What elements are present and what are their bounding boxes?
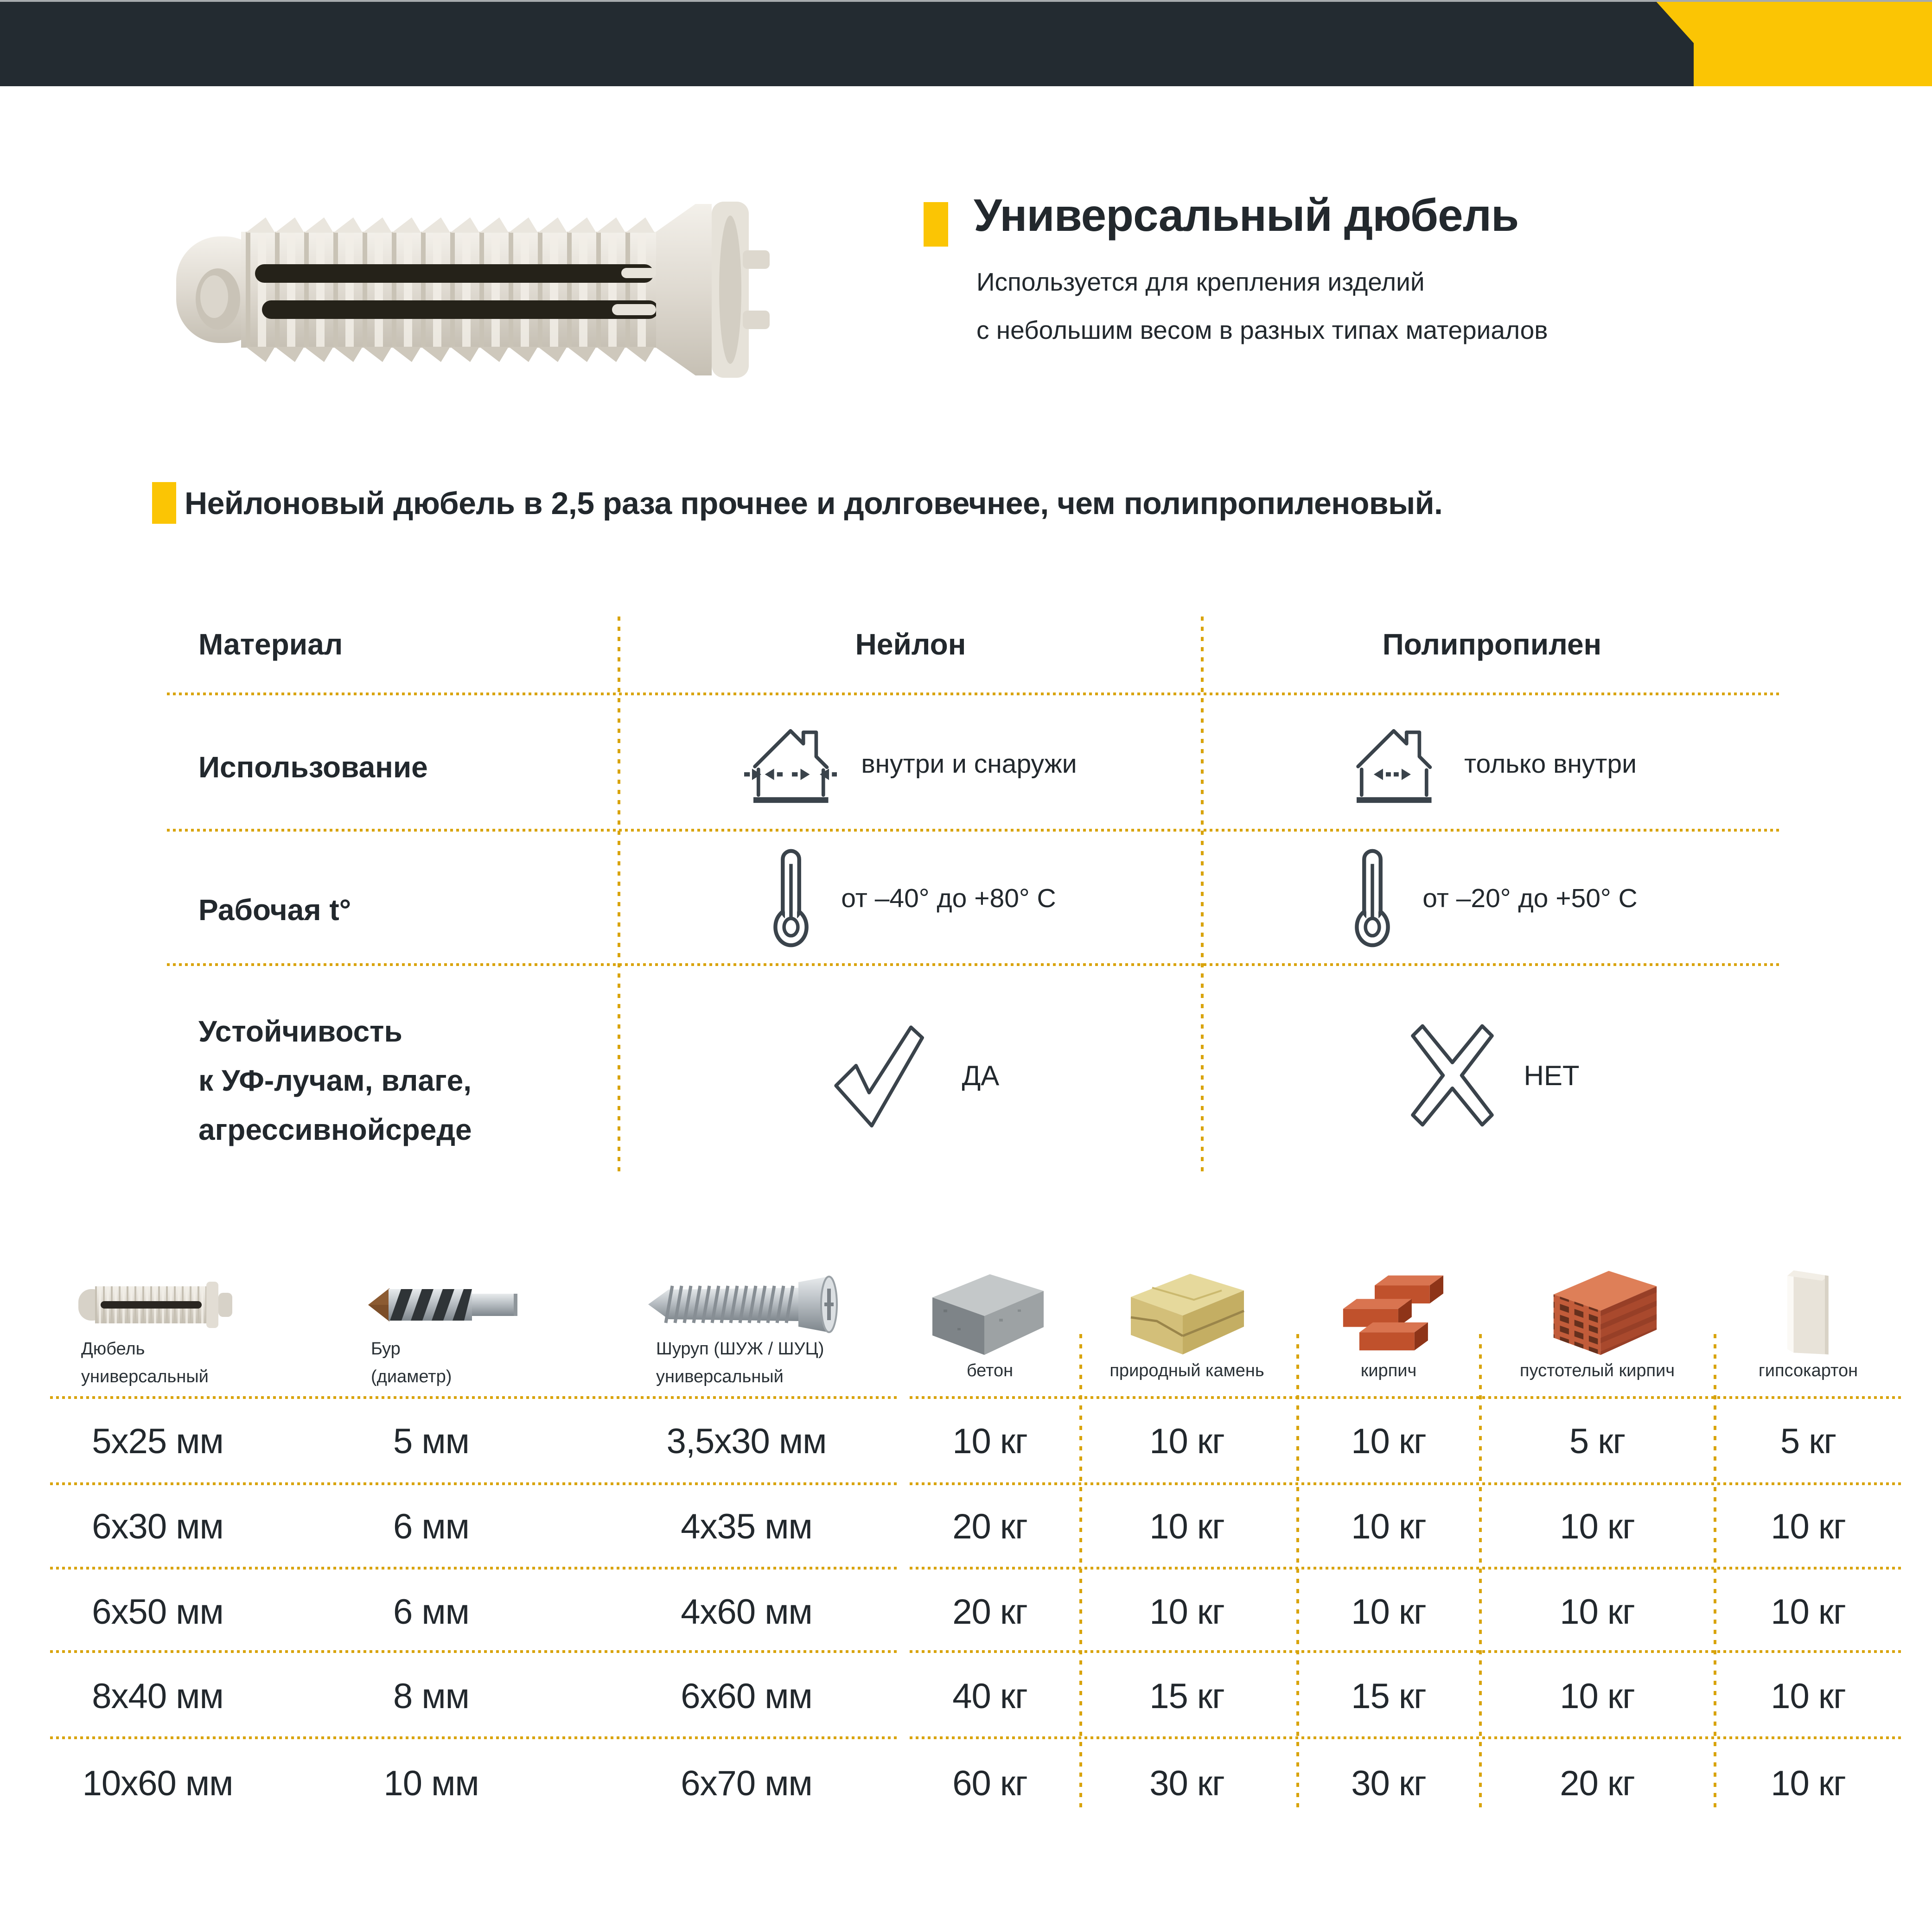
spec-cell: 6x30 мм [92,1507,223,1546]
page-subtitle [976,258,1811,354]
spec-cell: 10x60 мм [82,1764,233,1803]
spec-cell: 10 мм [383,1764,479,1803]
spec-cell: 10 кг [1560,1677,1635,1716]
cell-temperature-polypropylene [1204,837,1780,960]
col-header-drill [371,1335,649,1391]
spec-cell: 10 кг [1149,1422,1224,1461]
resistance-label-line-3: агрессивнойсреде [198,1113,472,1146]
compare-col-nylon: Нейлон [855,628,966,661]
col-header-screw [656,1335,934,1391]
spec-cell: 30 кг [1351,1764,1426,1803]
compare-col-polypropylene: Полипропилен [1382,628,1602,661]
resistance-nylon-text: ДА [962,1060,1000,1091]
spec-cell: 10 кг [1771,1764,1846,1803]
spec-cell: 10 кг [1149,1507,1224,1546]
statement-accent-marker [152,482,176,524]
concrete-block-icon [925,1268,1050,1356]
col-header-dowel-line2: универсальный [81,1367,209,1386]
spec-cell: 5x25 мм [92,1422,223,1461]
spec-cell: 4x60 мм [681,1592,812,1632]
compare-col-material: Материал [198,628,343,661]
dashed-divider-horizontal [167,963,1780,966]
resistance-poly-text: НЕТ [1524,1060,1580,1091]
page-title: Универсальный дюбель [974,190,1519,241]
temperature-nylon-text: от –40° до +80° С [841,883,1056,913]
col-header-dowel-line1: Дюбель [81,1339,145,1359]
drywall-icon [1775,1266,1837,1357]
spec-cell: 10 кг [1351,1507,1426,1546]
spec-cell: 5 кг [1780,1422,1836,1461]
col-header-hollow-brick: пустотелый кирпич [1519,1361,1675,1380]
spec-cell: 6 мм [393,1507,469,1546]
natural-stone-icon [1124,1266,1250,1355]
spec-cell: 10 кг [1351,1422,1426,1461]
col-header-screw-line1: Шуруп (ШУЖ / ШУЦ) [656,1339,824,1359]
dashed-divider-horizontal [50,1736,898,1739]
cell-usage-nylon [620,702,1201,825]
spec-cell: 20 кг [952,1592,1027,1632]
screw-icon [644,1276,848,1334]
dashed-divider-horizontal [910,1736,1902,1739]
dashed-divider-horizontal [910,1567,1902,1570]
spec-cell: 5 мм [393,1422,469,1461]
hollow-brick-icon [1544,1266,1664,1357]
spec-cell: 4x35 мм [681,1507,812,1546]
spec-cell: 8x40 мм [92,1677,223,1716]
check-icon [822,1021,938,1130]
spec-cell: 15 кг [1351,1677,1426,1716]
spec-cell: 10 кг [1149,1592,1224,1632]
row-label-usage: Использование [198,750,428,784]
resistance-label-line-2: к УФ-лучам, влаге, [198,1064,472,1097]
dashed-divider-vertical [1079,1334,1082,1808]
dashed-divider-horizontal [910,1396,1902,1399]
spec-cell: 5 кг [1569,1422,1626,1461]
spec-cell: 8 мм [393,1677,469,1716]
top-bar-yellow-corner [1623,0,1932,86]
col-header-screw-line2: универсальный [656,1367,784,1386]
dashed-divider-vertical [1296,1334,1299,1808]
spec-cell: 15 кг [1149,1677,1224,1716]
spec-cell: 60 кг [952,1764,1027,1803]
temperature-poly-text: от –20° до +50° С [1422,883,1638,913]
usage-poly-text: только внутри [1464,749,1637,779]
spec-cell: 10 кг [1351,1592,1426,1632]
spec-cell: 30 кг [1149,1764,1224,1803]
dashed-divider-horizontal [50,1482,898,1485]
spec-cell: 6x70 мм [681,1764,812,1803]
spec-cell: 10 кг [1771,1507,1846,1546]
thermometer-icon [1346,848,1398,948]
dashed-divider-horizontal [910,1650,1902,1653]
col-header-dowel [81,1335,359,1391]
subtitle-line-1: Используется для крепления изделий [976,267,1425,296]
house-in-out-icon [744,721,837,807]
spec-cell: 6x50 мм [92,1592,223,1632]
spec-cell: 10 кг [1771,1592,1846,1632]
spec-cell: 6x60 мм [681,1677,812,1716]
resistance-label-line-1: Устойчивость [198,1015,402,1048]
dashed-divider-horizontal [50,1567,898,1570]
col-header-stone: природный камень [1109,1361,1264,1380]
dashed-divider-horizontal [50,1650,898,1653]
cell-resistance-polypropylene [1204,1004,1780,1147]
col-header-drill-line2: (диаметр) [371,1367,452,1386]
dashed-divider-vertical [1714,1334,1716,1808]
spec-cell: 20 кг [952,1507,1027,1546]
cell-usage-polypropylene [1204,702,1780,825]
dashed-divider-horizontal [910,1482,1902,1485]
house-in-icon [1347,721,1440,807]
spec-cell: 3,5x30 мм [666,1422,827,1461]
spec-cell: 10 кг [1560,1507,1635,1546]
spec-cell: 10 кг [1771,1677,1846,1716]
thermometer-icon [765,848,817,948]
cross-icon [1405,1020,1500,1131]
cell-temperature-nylon [620,837,1201,960]
row-label-temperature: Рабочая t° [198,893,351,927]
brick-icon [1332,1269,1452,1355]
usage-nylon-text: внутри и снаружи [861,749,1077,779]
dashed-divider-horizontal [167,829,1780,832]
spec-cell: 40 кг [952,1677,1027,1716]
spec-cell: 20 кг [1560,1764,1635,1803]
drill-bit-icon [366,1282,519,1328]
dowel-icon [77,1282,234,1328]
row-label-resistance [198,1007,616,1154]
statement-text: Нейлоновый дюбель в 2,5 раза прочнее и долговечнее, чем полипропиленовый. [185,486,1443,521]
col-header-concrete: бетон [966,1361,1014,1380]
spec-cell: 6 мм [393,1592,469,1632]
product-dowel-image [158,183,788,396]
spec-cell: 10 кг [952,1422,1027,1461]
dashed-divider-vertical [1479,1334,1482,1808]
subtitle-line-2: с небольшим весом в разных типах материалов [976,316,1548,344]
dashed-divider-horizontal [50,1396,898,1399]
title-accent-marker [924,202,948,247]
col-header-brick: кирпич [1360,1361,1417,1380]
col-header-drywall: гипсокартон [1758,1361,1858,1380]
spec-cell: 10 кг [1560,1592,1635,1632]
cell-resistance-nylon [620,1004,1201,1147]
col-header-drill-line1: Бур [371,1339,401,1359]
top-edge-line [0,0,1932,2]
dashed-divider-horizontal [167,693,1780,695]
